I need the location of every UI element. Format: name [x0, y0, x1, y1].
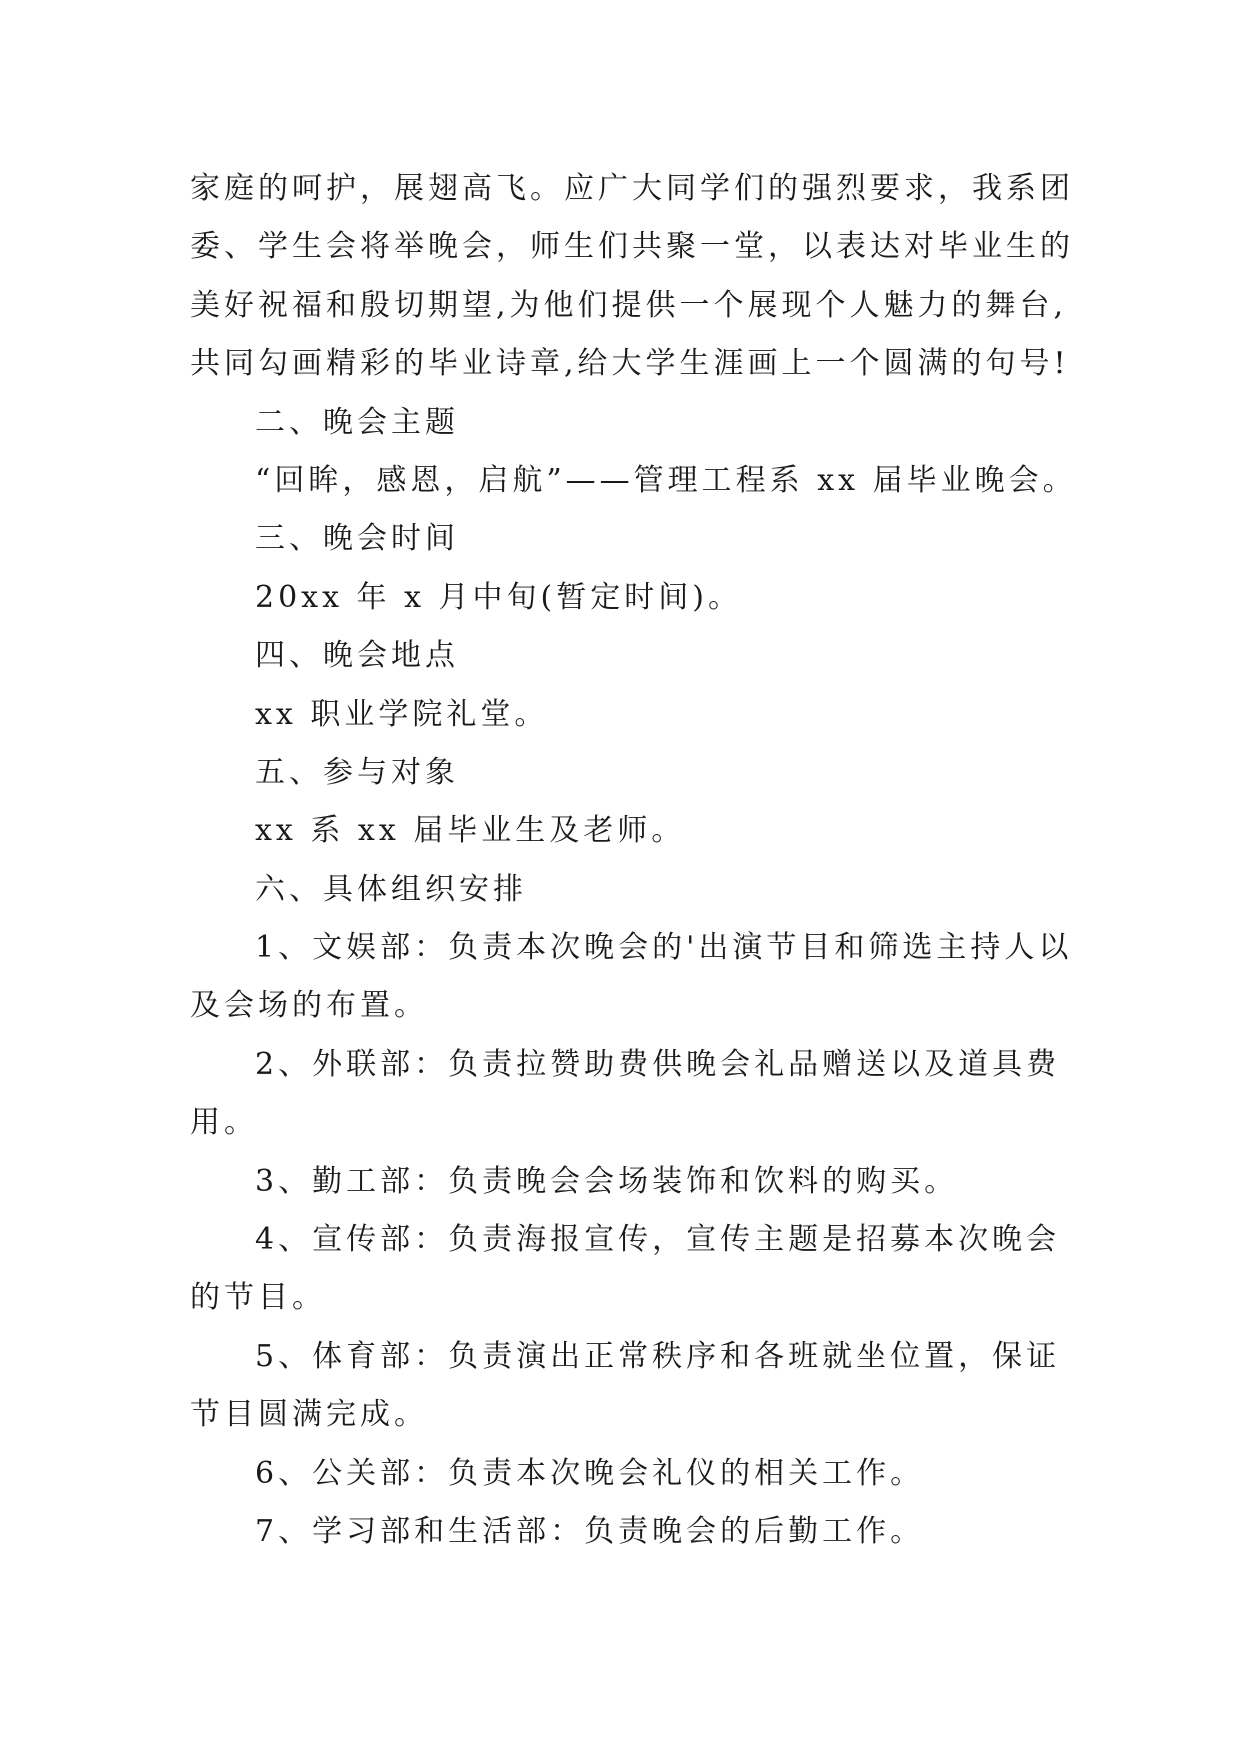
section-heading-location: 四、晚会地点 [255, 638, 459, 674]
list-item-continuation: 的节目。 [190, 1280, 326, 1316]
body-text-line: 美好祝福和殷切期望,为他们提供一个展现个人魅力的舞台, [190, 287, 1068, 323]
list-item-line: 2、外联部：负责拉赞助费供晚会礼品赠送以及道具费 [255, 1046, 1061, 1082]
list-item-line: 6、公关部：负责本次晚会礼仪的相关工作。 [255, 1455, 925, 1491]
section-heading-organization: 六、具体组织安排 [255, 871, 527, 907]
list-item-continuation: 及会场的布置。 [190, 988, 428, 1024]
list-item-continuation: 节目圆满完成。 [190, 1397, 428, 1433]
section-heading-theme: 二、晚会主题 [255, 404, 459, 440]
body-text-line: xx 职业学院礼堂。 [255, 696, 549, 732]
document-page [190, 160, 1090, 1561]
list-item-line: 5、体育部：负责演出正常秩序和各班就坐位置，保证 [255, 1338, 1061, 1374]
body-text-line: xx 系 xx 届毕业生及老师。 [255, 813, 686, 849]
section-heading-participants: 五、参与对象 [255, 754, 459, 790]
body-text-line: 委、学生会将举晚会，师生们共聚一堂，以表达对毕业生的 [190, 229, 1074, 265]
list-item-continuation: 用。 [190, 1105, 258, 1141]
section-heading-time: 三、晚会时间 [255, 521, 459, 557]
body-text-line: 20xx 年 x 月中旬(暂定时间)。 [255, 579, 742, 615]
list-item-line: 1、文娱部：负责本次晚会的'出演节目和筛选主持人以 [255, 930, 1073, 966]
list-item-line: 7、学习部和生活部：负责晚会的后勤工作。 [255, 1513, 925, 1549]
list-item-line: 4、宣传部：负责海报宣传，宣传主题是招募本次晚会 [255, 1222, 1061, 1258]
body-text-line: 家庭的呵护，展翅高飞。应广大同学们的强烈要求，我系团 [190, 171, 1074, 206]
body-text-line: “回眸，感恩，启航”——管理工程系 xx 届毕业晚会。 [255, 462, 1077, 498]
list-item-line: 3、勤工部：负责晚会会场装饰和饮料的购买。 [255, 1163, 959, 1199]
body-text-line: 共同勾画精彩的毕业诗章,给大学生涯画上一个圆满的句号! [190, 346, 1070, 382]
